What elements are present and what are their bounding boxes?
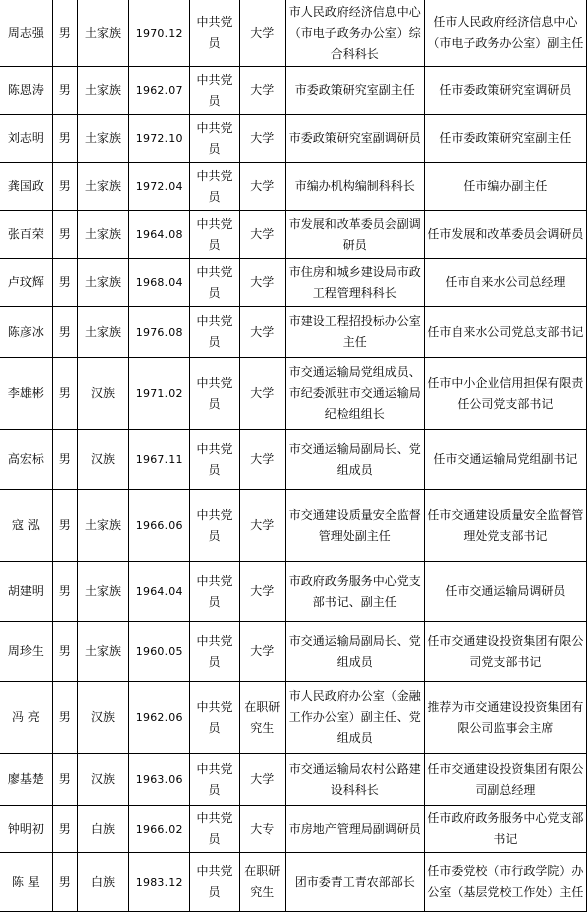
gender-cell: 男: [52, 115, 77, 163]
ethnicity-cell: 土家族: [77, 115, 129, 163]
person-name: 张百荣: [0, 211, 52, 259]
appointment-cell: 任市交通建设投资集团有限公司副总经理: [424, 754, 586, 806]
appointment-cell: 任市交通运输局调研员: [424, 562, 586, 622]
table-row: [0, 67, 587, 115]
person-name: 李雄彬: [0, 358, 52, 430]
education-cell: 大学: [239, 754, 285, 806]
appointment-cell: 任市交通建设质量安全监督管理处党支部书记: [424, 490, 586, 562]
ethnicity-cell: 土家族: [77, 307, 129, 358]
table-row: [0, 0, 587, 67]
current-post-cell: 市交通建设质量安全监督管理处副主任: [285, 490, 424, 562]
education-cell: 大学: [239, 307, 285, 358]
appointment-cell: 任市发展和改革委员会调研员: [424, 211, 586, 259]
gender-cell: 男: [52, 358, 77, 430]
current-post-cell: 市建设工程招投标办公室主任: [285, 307, 424, 358]
party-affiliation-cell: 中共党员: [190, 211, 240, 259]
ethnicity-cell: 土家族: [77, 490, 129, 562]
birth-date-cell: 1966.02: [129, 806, 190, 853]
education-cell: 大专: [239, 806, 285, 853]
gender-cell: 男: [52, 622, 77, 682]
education-cell: 在职研究生: [239, 682, 285, 754]
table-row: [0, 682, 587, 754]
person-name: 龚国政: [0, 163, 52, 211]
ethnicity-cell: 白族: [77, 806, 129, 853]
appointment-cell: 任市交通建设投资集团有限公司党支部书记: [424, 622, 586, 682]
gender-cell: 男: [52, 754, 77, 806]
birth-date-cell: 1963.06: [129, 754, 190, 806]
table-row: [0, 430, 587, 490]
current-post-cell: 市委政策研究室副主任: [285, 67, 424, 115]
table-row: [0, 490, 587, 562]
ethnicity-cell: 土家族: [77, 211, 129, 259]
appointment-cell: 任市自来水公司总经理: [424, 259, 586, 307]
education-cell: 大学: [239, 562, 285, 622]
party-affiliation-cell: 中共党员: [190, 682, 240, 754]
appointment-cell: 任市交通运输局党组副书记: [424, 430, 586, 490]
current-post-cell: 市政府政务服务中心党支部书记、副主任: [285, 562, 424, 622]
birth-date-cell: 1967.11: [129, 430, 190, 490]
party-affiliation-cell: 中共党员: [190, 622, 240, 682]
person-name: 周志强: [0, 0, 52, 67]
ethnicity-cell: 汉族: [77, 682, 129, 754]
appointment-cell: 任市政府政务服务中心党支部书记: [424, 806, 586, 853]
table-row: [0, 115, 587, 163]
current-post-cell: 市住房和城乡建设局市政工程管理科科长: [285, 259, 424, 307]
table-row: [0, 853, 587, 912]
current-post-cell: 市交通运输局党组成员、市纪委派驻市交通运输局纪检组组长: [285, 358, 424, 430]
current-post-cell: 市人民政府办公室（金融工作办公室）副主任、党组成员: [285, 682, 424, 754]
party-affiliation-cell: 中共党员: [190, 115, 240, 163]
party-affiliation-cell: 中共党员: [190, 853, 240, 912]
table-row: [0, 562, 587, 622]
education-cell: 大学: [239, 67, 285, 115]
birth-date-cell: 1966.06: [129, 490, 190, 562]
ethnicity-cell: 汉族: [77, 430, 129, 490]
appointment-cell: 任市委政策研究室副主任: [424, 115, 586, 163]
gender-cell: 男: [52, 682, 77, 754]
ethnicity-cell: 白族: [77, 853, 129, 912]
person-name: 刘志明: [0, 115, 52, 163]
person-name: 卢玟辉: [0, 259, 52, 307]
table-row: [0, 211, 587, 259]
gender-cell: 男: [52, 562, 77, 622]
person-name: 陈彦冰: [0, 307, 52, 358]
current-post-cell: 市委政策研究室副调研员: [285, 115, 424, 163]
party-affiliation-cell: 中共党员: [190, 0, 240, 67]
current-post-cell: 市交通运输局农村公路建设科科长: [285, 754, 424, 806]
ethnicity-cell: 汉族: [77, 358, 129, 430]
person-name: 高宏标: [0, 430, 52, 490]
party-affiliation-cell: 中共党员: [190, 430, 240, 490]
birth-date-cell: 1968.04: [129, 259, 190, 307]
person-name: 冯 亮: [0, 682, 52, 754]
birth-date-cell: 1983.12: [129, 853, 190, 912]
current-post-cell: 团市委青工青农部部长: [285, 853, 424, 912]
person-name: 钟明初: [0, 806, 52, 853]
party-affiliation-cell: 中共党员: [190, 67, 240, 115]
birth-date-cell: 1970.12: [129, 0, 190, 67]
education-cell: 大学: [239, 0, 285, 67]
person-name: 廖基楚: [0, 754, 52, 806]
education-cell: 大学: [239, 259, 285, 307]
birth-date-cell: 1960.05: [129, 622, 190, 682]
current-post-cell: 市发展和改革委员会副调研员: [285, 211, 424, 259]
appointment-cell: 推荐为市交通建设投资集团有限公司监事会主席: [424, 682, 586, 754]
education-cell: 大学: [239, 211, 285, 259]
gender-cell: 男: [52, 211, 77, 259]
ethnicity-cell: 汉族: [77, 754, 129, 806]
current-post-cell: 市编办机构编制科科长: [285, 163, 424, 211]
party-affiliation-cell: 中共党员: [190, 806, 240, 853]
ethnicity-cell: 土家族: [77, 562, 129, 622]
birth-date-cell: 1964.04: [129, 562, 190, 622]
appointment-cell: 任市委党校（市行政学院）办公室（基层党校工作处）主任: [424, 853, 586, 912]
ethnicity-cell: 土家族: [77, 67, 129, 115]
party-affiliation-cell: 中共党员: [190, 259, 240, 307]
current-post-cell: 市房地产管理局副调研员: [285, 806, 424, 853]
party-affiliation-cell: 中共党员: [190, 562, 240, 622]
party-affiliation-cell: 中共党员: [190, 490, 240, 562]
education-cell: 大学: [239, 358, 285, 430]
party-affiliation-cell: 中共党员: [190, 163, 240, 211]
education-cell: 在职研究生: [239, 853, 285, 912]
birth-date-cell: 1962.07: [129, 67, 190, 115]
birth-date-cell: 1972.10: [129, 115, 190, 163]
gender-cell: 男: [52, 430, 77, 490]
education-cell: 大学: [239, 430, 285, 490]
education-cell: 大学: [239, 622, 285, 682]
appointment-cell: 任市人民政府经济信息中心（市电子政务办公室）副主任: [424, 0, 586, 67]
appointment-cell: 任市自来水公司党总支部书记: [424, 307, 586, 358]
gender-cell: 男: [52, 806, 77, 853]
current-post-cell: 市交通运输局副局长、党组成员: [285, 622, 424, 682]
party-affiliation-cell: 中共党员: [190, 307, 240, 358]
table-row: [0, 806, 587, 853]
person-name: 寇 泓: [0, 490, 52, 562]
birth-date-cell: 1972.04: [129, 163, 190, 211]
current-post-cell: 市人民政府经济信息中心（市电子政务办公室）综合科科长: [285, 0, 424, 67]
table-row: [0, 754, 587, 806]
education-cell: 大学: [239, 163, 285, 211]
birth-date-cell: 1976.08: [129, 307, 190, 358]
gender-cell: 男: [52, 67, 77, 115]
birth-date-cell: 1964.08: [129, 211, 190, 259]
person-name: 陈恩涛: [0, 67, 52, 115]
gender-cell: 男: [52, 307, 77, 358]
education-cell: 大学: [239, 490, 285, 562]
appointment-cell: 任市编办副主任: [424, 163, 586, 211]
appointment-cell: 任市委政策研究室调研员: [424, 67, 586, 115]
gender-cell: 男: [52, 0, 77, 67]
table-row: [0, 358, 587, 430]
ethnicity-cell: 土家族: [77, 0, 129, 67]
party-affiliation-cell: 中共党员: [190, 754, 240, 806]
education-cell: 大学: [239, 115, 285, 163]
birth-date-cell: 1962.06: [129, 682, 190, 754]
ethnicity-cell: 土家族: [77, 259, 129, 307]
ethnicity-cell: 土家族: [77, 622, 129, 682]
table-row: [0, 163, 587, 211]
current-post-cell: 市交通运输局副局长、党组成员: [285, 430, 424, 490]
birth-date-cell: 1971.02: [129, 358, 190, 430]
gender-cell: 男: [52, 490, 77, 562]
party-affiliation-cell: 中共党员: [190, 358, 240, 430]
table-row: [0, 622, 587, 682]
gender-cell: 男: [52, 853, 77, 912]
person-name: 陈 星: [0, 853, 52, 912]
appointment-cell: 任市中小企业信用担保有限责任公司党支部书记: [424, 358, 586, 430]
person-name: 胡建明: [0, 562, 52, 622]
table-row: [0, 259, 587, 307]
ethnicity-cell: 土家族: [77, 163, 129, 211]
person-name: 周珍生: [0, 622, 52, 682]
gender-cell: 男: [52, 163, 77, 211]
gender-cell: 男: [52, 259, 77, 307]
table-row: [0, 307, 587, 358]
